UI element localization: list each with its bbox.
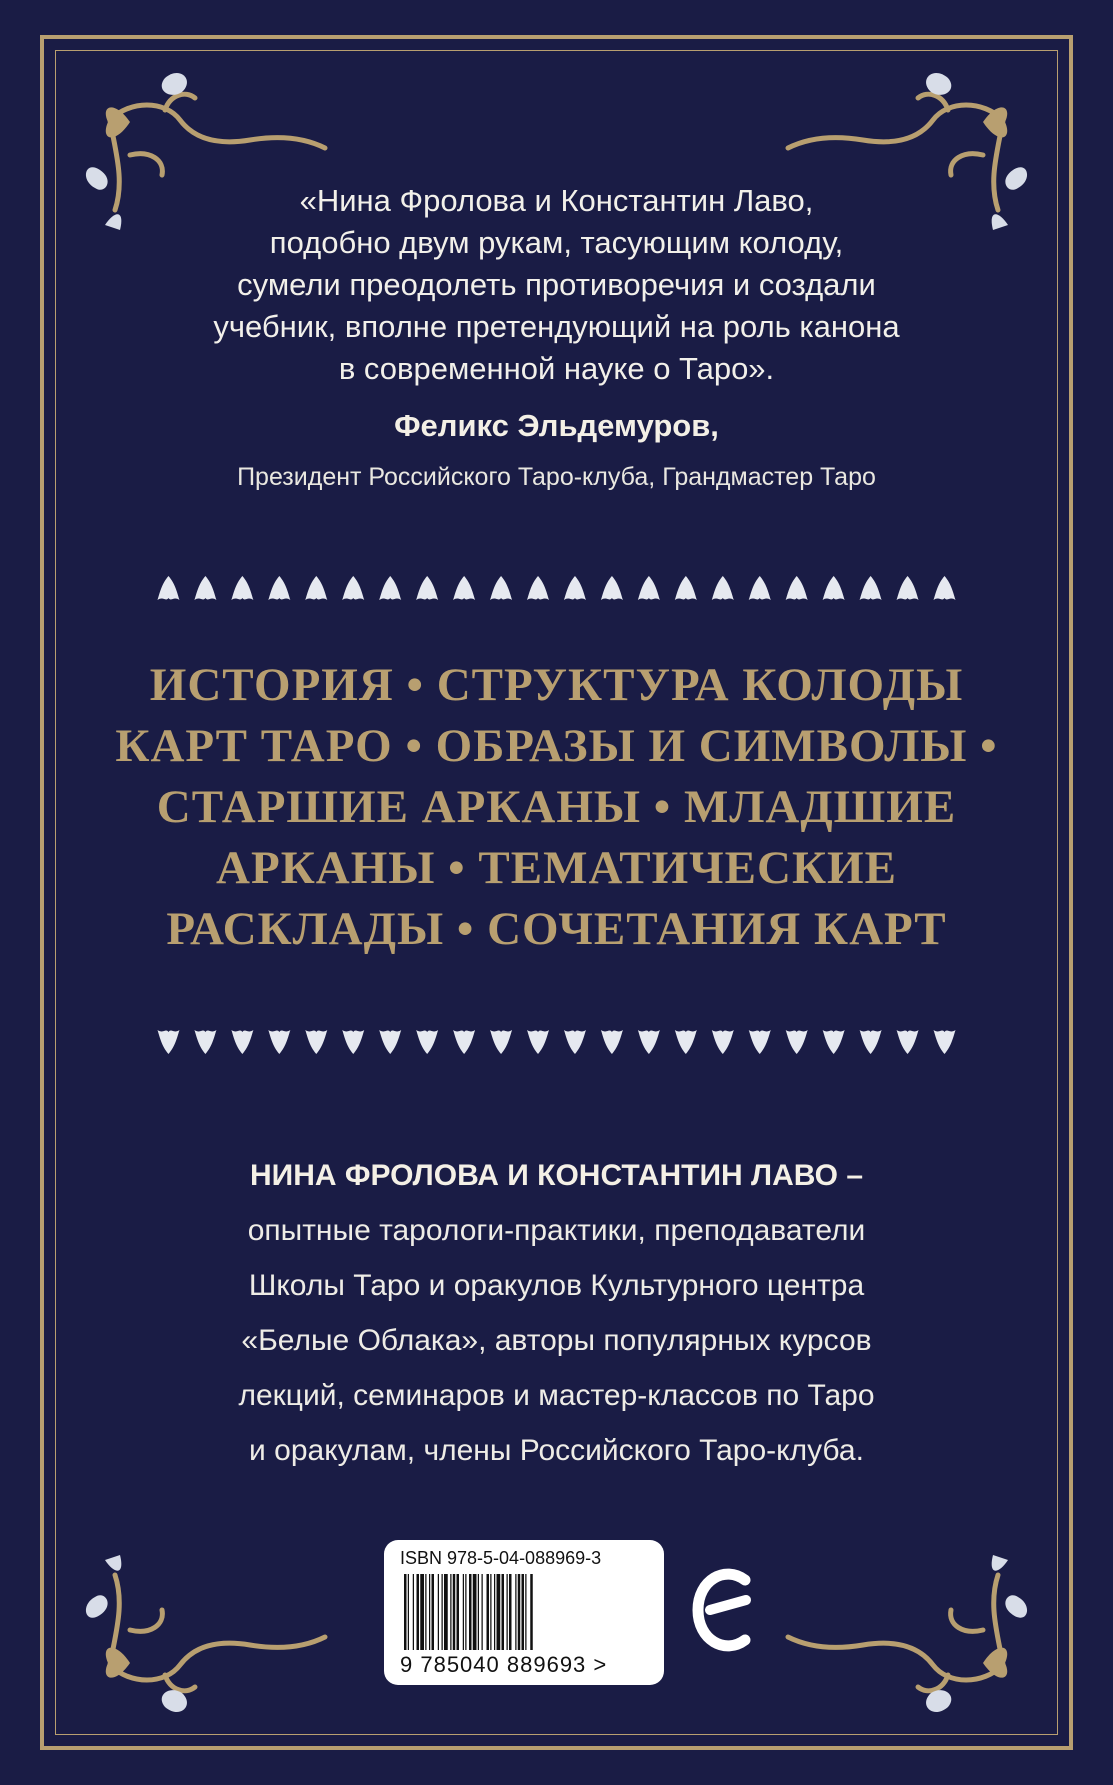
barcode-bar: [404, 1574, 407, 1650]
flower-bud-icon: [897, 1030, 919, 1054]
barcode-bar: [450, 1574, 451, 1650]
flower-bud-icon: [268, 576, 290, 600]
corner-ornament-icon: [783, 1545, 1043, 1725]
flower-bud-icon: [157, 576, 179, 600]
flower-bud-icon: [194, 1030, 216, 1054]
authors-name: НИНА ФРОЛОВА И КОНСТАНТИН ЛАВО –: [249, 1159, 864, 1192]
barcode-bar: [413, 1574, 414, 1650]
barcode-bar: [490, 1574, 491, 1650]
barcode-bar: [473, 1574, 477, 1650]
barcode-panel: [384, 1540, 664, 1685]
flower-bud-divider-bottom: [150, 1022, 963, 1062]
barcode-bar: [442, 1574, 443, 1650]
barcode-bar: [494, 1574, 495, 1650]
flower-bud-icon: [860, 1030, 882, 1054]
flower-bud-icon: [416, 1030, 438, 1054]
topics-list: [90, 655, 1023, 960]
flower-bud-icon: [564, 1030, 586, 1054]
barcode-bar: [469, 1574, 472, 1650]
flower-bud-icon: [564, 576, 586, 600]
topic-line: ИСТОРИЯ • СТРУКТУРА КОЛОДЫ: [149, 659, 964, 711]
barcode-bar: [478, 1574, 479, 1650]
barcode-bar: [509, 1574, 512, 1650]
barcode-bar: [457, 1574, 460, 1650]
barcode-bar: [420, 1574, 424, 1650]
quote-author: Феликс Эльдемуров,: [394, 408, 719, 443]
flower-bud-icon: [638, 1030, 660, 1054]
barcode-bar: [453, 1574, 456, 1650]
flower-bud-icon: [860, 576, 882, 600]
barcode-bar: [429, 1574, 430, 1650]
flower-bud-icon: [305, 576, 327, 600]
topic-line: СТАРШИЕ АРКАНЫ • МЛАДШИЕ: [156, 781, 957, 833]
flower-bud-icon: [305, 1030, 327, 1054]
flower-bud-icon: [823, 1030, 845, 1054]
flower-bud-icon: [786, 1030, 808, 1054]
authors-description: опытные тарологи-практики, преподаватели Школы Таро и оракулов Культурного центра «Белые Облака», авторы популярных курсов лекций, семинаров и мастер-классов по Таро и оракулам, члены Российского Таро-клуба.: [238, 1214, 875, 1467]
barcode-bar: [432, 1574, 435, 1650]
flower-bud-icon: [749, 1030, 771, 1054]
barcode-bar: [463, 1574, 464, 1650]
flower-bud-icon: [527, 576, 549, 600]
flower-bud-icon: [934, 576, 956, 600]
topic-line: РАСКЛАДЫ • СОЧЕТАНИЯ КАРТ: [166, 903, 947, 955]
barcode-bar: [482, 1574, 483, 1650]
flower-bud-icon: [712, 1030, 734, 1054]
flower-bud-icon: [342, 576, 364, 600]
isbn-label: ISBN 978-5-04-088969-3: [400, 1548, 602, 1568]
flower-bud-icon: [490, 576, 512, 600]
flower-bud-icon: [453, 1030, 475, 1054]
eksmo-logo-icon: [690, 1560, 760, 1660]
barcode-bar: [425, 1574, 426, 1650]
flower-bud-icon: [675, 576, 697, 600]
flower-bud-icon: [897, 576, 919, 600]
barcode-bar: [515, 1574, 516, 1650]
barcode-bar: [487, 1574, 490, 1650]
flower-bud-icon: [823, 576, 845, 600]
topic-line: АРКАНЫ • ТЕМАТИЧЕСКИЕ: [216, 842, 897, 894]
flower-bud-divider-top: [150, 568, 963, 608]
ean-digits: 9 785040 889693 >: [400, 1652, 608, 1677]
testimonial-quote: «Нина Фролова и Константин Лаво, подобно двум рукам, тасующим колоду, сумели преодолеть противоречия и создали учебник, вполне претендующий на роль канона в современной науке о Таро».: [213, 183, 900, 386]
flower-bud-icon: [749, 576, 771, 600]
quote-author-role: Президент Российского Таро-клуба, Грандмастер Таро: [237, 463, 876, 491]
flower-bud-icon: [638, 576, 660, 600]
barcode-bar: [522, 1574, 525, 1650]
flower-bud-icon: [601, 1030, 623, 1054]
flower-bud-icon: [934, 1030, 956, 1054]
flower-bud-icon: [379, 1030, 401, 1054]
barcode-bar: [417, 1574, 420, 1650]
topic-line: КАРТ ТАРО • ОБРАЗЫ И СИМВОЛЫ •: [115, 720, 998, 772]
flower-bud-icon: [379, 576, 401, 600]
flower-bud-icon: [416, 576, 438, 600]
flower-bud-icon: [527, 1030, 549, 1054]
flower-bud-icon: [712, 576, 734, 600]
authors-bio: [100, 1148, 1013, 1478]
barcode-bar: [438, 1574, 439, 1650]
corner-ornament-icon: [70, 1545, 330, 1725]
barcode-bar: [525, 1574, 526, 1650]
flower-bud-icon: [231, 1030, 253, 1054]
barcode-icon: [404, 1574, 644, 1654]
flower-bud-icon: [342, 1030, 364, 1054]
barcode-bar: [502, 1574, 505, 1650]
barcode-bar: [444, 1574, 448, 1650]
flower-bud-icon: [194, 576, 216, 600]
flower-bud-icon: [157, 1030, 179, 1054]
barcode-bar: [530, 1574, 533, 1650]
flower-bud-icon: [675, 1030, 697, 1054]
barcode-bar: [497, 1574, 501, 1650]
barcode-bar: [408, 1574, 409, 1650]
flower-bud-icon: [453, 576, 475, 600]
flower-bud-icon: [786, 576, 808, 600]
barcode-bar: [518, 1574, 521, 1650]
flower-bud-icon: [490, 1030, 512, 1054]
flower-bud-icon: [601, 576, 623, 600]
barcode-bar: [507, 1574, 508, 1650]
barcode-bar: [465, 1574, 466, 1650]
flower-bud-icon: [268, 1030, 290, 1054]
flower-bud-icon: [231, 576, 253, 600]
